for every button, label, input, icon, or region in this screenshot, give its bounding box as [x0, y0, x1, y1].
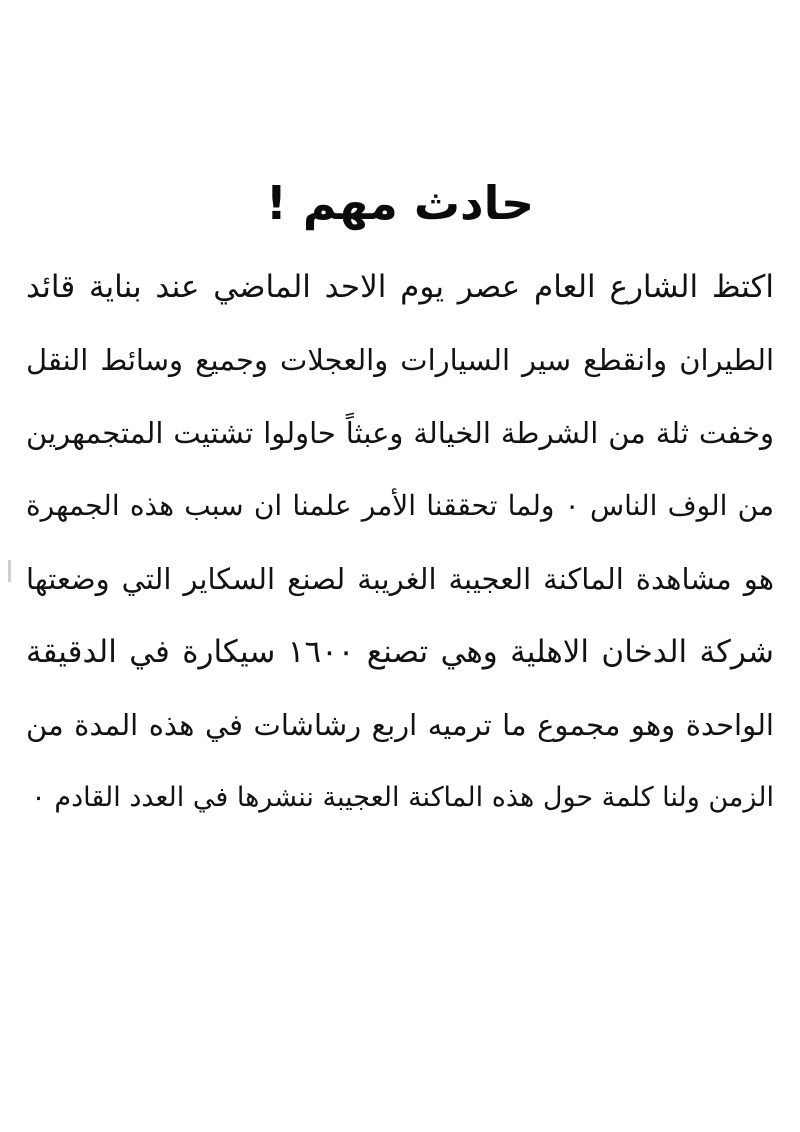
text-line: وخفت ثلة من الشرطة الخيالة وعبثاً حاولوا تشتيت المتجمهرين	[26, 416, 774, 450]
text-line: من الوف الناس ٠ ولما تحققنا الأمر علمنا ان سبب هذه الجمهرة	[26, 489, 774, 522]
scan-artifact	[8, 560, 11, 582]
text-line: الواحدة وهو مجموع ما ترميه اربع رشاشات في هذه المدة من	[26, 708, 774, 742]
text-line: الزمن ولنا كلمة حول هذه الماكنة العجيبة ننشرها في العدد القادم ٠	[31, 782, 774, 813]
text-line: شركة الدخان الاهلية وهي تصنع ١٦٠٠ سيكارة في الدقيقة	[26, 634, 774, 670]
article-title: حادث مهم !	[265, 176, 535, 230]
text-line: هو مشاهدة الماكنة العجيبة الغريبة لصنع السكاير التي وضعتها	[26, 562, 774, 596]
text-line: اكتظ الشارع العام عصر يوم الاحد الماضي عند بناية قائد	[26, 269, 774, 305]
text-line: الطيران وانقطع سير السيارات والعجلات وجميع وسائط النقل	[26, 343, 774, 377]
article-body	[26, 262, 774, 846]
